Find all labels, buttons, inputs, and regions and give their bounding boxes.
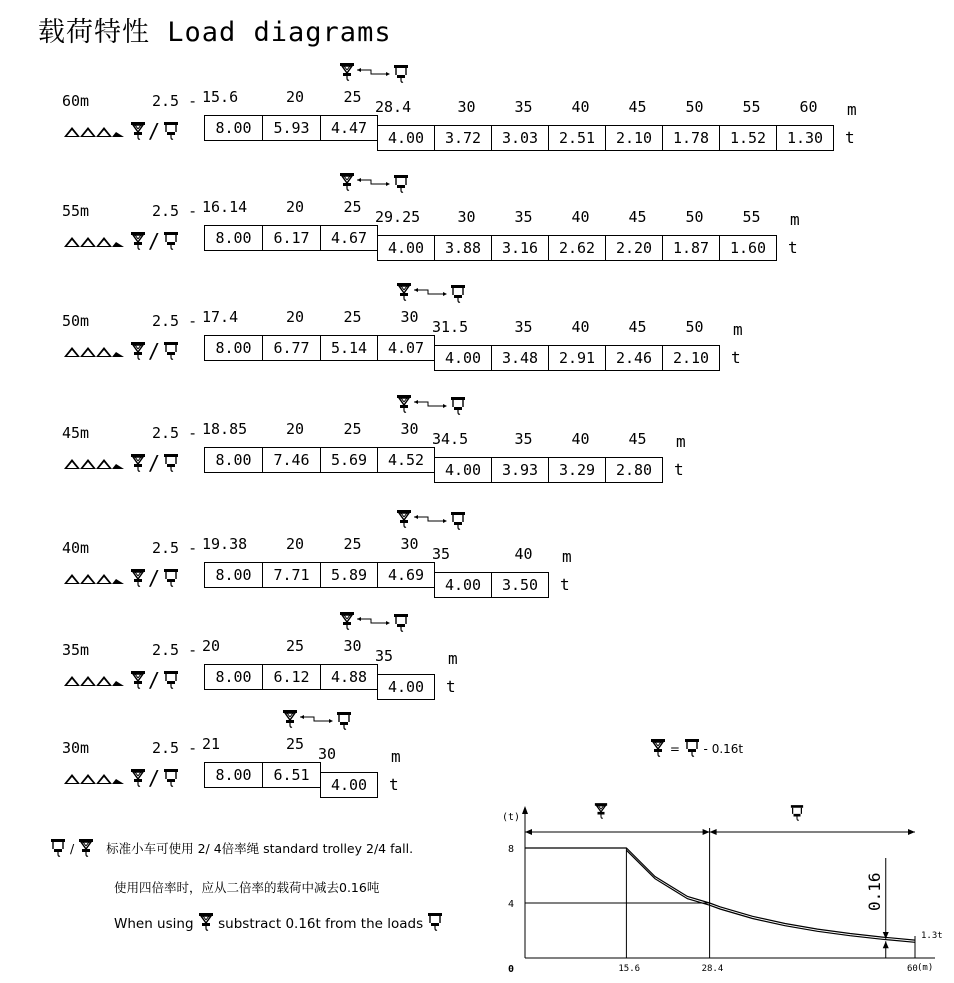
load-value: 1.60 <box>719 235 777 261</box>
fall-change-indicator <box>337 611 417 637</box>
load-value: 1.78 <box>662 125 720 151</box>
load-value: 6.77 <box>262 335 321 361</box>
hook-4fall-icon <box>198 912 214 936</box>
hook-2fall-icon <box>163 568 179 588</box>
load-value: 4.67 <box>320 225 378 251</box>
load-value: 8.00 <box>204 225 263 251</box>
slash-sep: / <box>148 451 161 475</box>
unit-t: t <box>389 775 399 794</box>
jib-truss-icon <box>64 125 126 139</box>
load-value: 2.10 <box>662 345 720 371</box>
radius-value: 50 <box>685 98 704 116</box>
load-value: 6.12 <box>262 664 321 690</box>
min-radius: 2.5 - <box>152 424 198 442</box>
min-radius: 2.5 - <box>152 539 198 557</box>
radius-value: 20 <box>285 535 305 553</box>
radius-value: 20 <box>285 198 305 216</box>
load-value: 8.00 <box>204 447 263 473</box>
radius-value: 30 <box>318 745 337 763</box>
hook-4fall-icon <box>130 453 146 473</box>
radius-value: 45 <box>628 98 647 116</box>
load-value: 4.07 <box>377 335 435 361</box>
load-value: 3.16 <box>491 235 549 261</box>
radius-value: 30 <box>400 308 419 326</box>
radius-value: 40 <box>571 318 590 336</box>
equation <box>650 738 743 761</box>
radius-value: 16.14 <box>202 198 248 216</box>
slash-sep: / <box>148 766 161 790</box>
load-value: 4.00 <box>434 457 492 483</box>
hook-2fall-icon <box>163 768 179 788</box>
jib-truss-icon <box>64 572 126 586</box>
radius-value: 28.4 <box>375 98 412 116</box>
load-value: 5.14 <box>320 335 378 361</box>
load-value: 2.91 <box>548 345 606 371</box>
hook-4fall-icon <box>130 341 146 361</box>
load-value: 3.48 <box>491 345 549 371</box>
hook-2fall-icon <box>791 805 803 820</box>
equation-value: - 0.16t <box>703 742 744 756</box>
unit-t: t <box>674 460 684 479</box>
radius-value: 45 <box>628 208 647 226</box>
radius-value: 34.5 <box>432 430 469 448</box>
difference-label: 0.16 <box>864 872 884 911</box>
slash-sep: / <box>69 841 75 856</box>
slash-sep: / <box>148 119 161 143</box>
unit-m: m <box>448 649 458 668</box>
load-value: 8.00 <box>204 562 263 588</box>
radius-value: 25 <box>285 735 305 753</box>
jib-truss-icon <box>64 457 126 471</box>
load-table-50m <box>0 308 954 418</box>
hook-2fall-icon <box>163 231 179 251</box>
load-value: 6.51 <box>262 762 321 788</box>
end-value-label: 1.3t <box>921 931 943 942</box>
range-arrows <box>525 829 915 835</box>
jib-truss-icon <box>64 772 126 786</box>
radius-value: 40 <box>571 208 590 226</box>
radius-value: 21 <box>202 735 221 753</box>
load-value: 8.00 <box>204 664 263 690</box>
load-value: 8.00 <box>204 762 263 788</box>
jib-length: 40m <box>62 539 90 557</box>
slash-sep: / <box>148 566 161 590</box>
hook-4fall-icon <box>650 738 666 761</box>
radius-value: 17.4 <box>202 308 239 326</box>
radius-value: 25 <box>343 88 362 106</box>
radius-value: 35 <box>514 208 533 226</box>
hook-4fall-icon <box>130 121 146 141</box>
load-table-55m <box>0 198 954 308</box>
radius-value: 25 <box>343 420 362 438</box>
radius-value: 30 <box>400 420 419 438</box>
load-table-60m <box>0 88 954 198</box>
x-axis-label: (m) <box>917 963 934 973</box>
legend-text-3a: When using <box>114 916 194 932</box>
load-value: 7.71 <box>262 562 321 588</box>
radius-value: 55 <box>742 98 761 116</box>
legend-line-3 <box>114 912 443 936</box>
fall-change-indicator <box>394 394 474 420</box>
hook-4fall-icon <box>130 568 146 588</box>
radius-value: 35 <box>432 545 451 563</box>
radius-value: 60 <box>799 98 818 116</box>
fall-change-indicator <box>280 709 360 735</box>
radius-value: 25 <box>343 198 362 216</box>
radius-value: 30 <box>343 637 362 655</box>
jib-truss-icon <box>64 345 126 359</box>
radius-value: 35 <box>375 647 394 665</box>
load-value: 4.00 <box>434 345 492 371</box>
radius-value: 20 <box>285 88 305 106</box>
load-value: 4.52 <box>377 447 435 473</box>
load-table-45m <box>0 420 954 530</box>
load-value: 6.17 <box>262 225 321 251</box>
radius-value: 35 <box>514 98 533 116</box>
load-value: 3.29 <box>548 457 606 483</box>
y-tick-label: 8 <box>508 844 515 855</box>
jib-truss-icon <box>64 674 126 688</box>
load-value: 3.88 <box>434 235 492 261</box>
hook-4fall-icon <box>130 768 146 788</box>
load-value: 4.00 <box>377 235 435 261</box>
fall-change-indicator <box>337 172 417 198</box>
load-value: 2.80 <box>605 457 663 483</box>
x-tick-label: 28.4 <box>701 964 724 974</box>
x-tick-label: 15.6 <box>618 964 641 974</box>
slash-sep: / <box>148 339 161 363</box>
radius-value: 45 <box>628 318 647 336</box>
load-value: 1.87 <box>662 235 720 261</box>
y-tick-label: 0 <box>508 964 515 975</box>
load-value: 2.51 <box>548 125 606 151</box>
unit-t: t <box>446 677 456 696</box>
radius-value: 20 <box>202 637 221 655</box>
load-value: 1.30 <box>776 125 834 151</box>
load-value: 5.93 <box>262 115 321 141</box>
hook-4fall-icon <box>595 803 607 818</box>
hook-2fall-icon <box>163 341 179 361</box>
load-value: 4.88 <box>320 664 378 690</box>
jib-truss-icon <box>64 235 126 249</box>
hook-2fall-icon <box>50 838 66 861</box>
unit-t: t <box>560 575 570 594</box>
jib-length: 35m <box>62 641 90 659</box>
fall-change-indicator <box>394 509 474 535</box>
x-tick-label: 60 <box>907 964 918 974</box>
equals-sign: = <box>669 742 680 756</box>
y-axis-label: (t) <box>502 812 521 823</box>
hook-2fall-icon <box>427 912 443 936</box>
load-value: 2.46 <box>605 345 663 371</box>
radius-value: 40 <box>571 98 590 116</box>
min-radius: 2.5 - <box>152 739 198 757</box>
unit-m: m <box>733 320 743 339</box>
load-value: 8.00 <box>204 335 263 361</box>
radius-value: 35 <box>514 430 533 448</box>
unit-m: m <box>391 747 401 766</box>
radius-value: 20 <box>285 420 305 438</box>
radius-value: 35 <box>514 318 533 336</box>
load-value: 2.20 <box>605 235 663 261</box>
load-value: 3.03 <box>491 125 549 151</box>
legend-text-3b: substract 0.16t from the loads <box>218 916 424 932</box>
jib-length: 30m <box>62 739 90 757</box>
min-radius: 2.5 - <box>152 312 198 330</box>
hook-2fall-icon <box>163 121 179 141</box>
unit-t: t <box>788 238 798 257</box>
radius-value: 55 <box>742 208 761 226</box>
radius-value: 40 <box>571 430 590 448</box>
min-radius: 2.5 - <box>152 202 198 220</box>
load-value: 7.46 <box>262 447 321 473</box>
unit-m: m <box>676 432 686 451</box>
series-2-fall <box>525 848 915 940</box>
min-radius: 2.5 - <box>152 641 198 659</box>
radius-value: 25 <box>343 308 362 326</box>
load-value: 3.50 <box>491 572 549 598</box>
load-value: 4.00 <box>377 125 435 151</box>
load-value: 3.93 <box>491 457 549 483</box>
load-value: 4.47 <box>320 115 378 141</box>
load-value: 4.00 <box>434 572 492 598</box>
legend-line-2: 使用四倍率时，应从二倍率的载荷中减去0.16吨 <box>114 880 380 895</box>
load-table-40m <box>0 535 954 645</box>
radius-value: 40 <box>514 545 533 563</box>
radius-value: 50 <box>685 208 704 226</box>
load-value: 4.69 <box>377 562 435 588</box>
unit-m: m <box>562 547 572 566</box>
radius-value: 30 <box>457 208 476 226</box>
radius-value: 50 <box>685 318 704 336</box>
fall-change-indicator <box>394 282 474 308</box>
load-value: 3.72 <box>434 125 492 151</box>
load-value: 4.00 <box>377 674 435 700</box>
fall-change-indicator <box>337 62 417 88</box>
radius-value: 29.25 <box>375 208 421 226</box>
page-title: 载荷特性 Load diagrams <box>38 17 392 48</box>
radius-value: 20 <box>285 308 305 326</box>
radius-value: 25 <box>285 637 305 655</box>
hook-2fall-icon <box>684 738 700 761</box>
legend-text-1: 标准小车可使用 2/ 4倍率绳 standard trolley 2/4 fall. <box>106 841 414 856</box>
hook-4fall-icon <box>130 231 146 251</box>
load-value: 1.52 <box>719 125 777 151</box>
legend-line-1 <box>50 838 413 861</box>
min-radius: 2.5 - <box>152 92 198 110</box>
load-table-35m <box>0 637 954 747</box>
unit-t: t <box>845 128 855 147</box>
radius-value: 25 <box>343 535 362 553</box>
jib-length: 60m <box>62 92 90 110</box>
load-value: 5.69 <box>320 447 378 473</box>
radius-value: 30 <box>400 535 419 553</box>
load-value: 8.00 <box>204 115 263 141</box>
hook-4fall-icon <box>130 670 146 690</box>
y-tick-label: 4 <box>508 899 515 910</box>
hook-2fall-icon <box>163 453 179 473</box>
radius-value: 19.38 <box>202 535 248 553</box>
slash-sep: / <box>148 668 161 692</box>
jib-length: 50m <box>62 312 90 330</box>
hook-2fall-icon <box>163 670 179 690</box>
radius-value: 31.5 <box>432 318 469 336</box>
radius-value: 15.6 <box>202 88 239 106</box>
load-curve-chart <box>490 798 943 983</box>
radius-value: 45 <box>628 430 647 448</box>
load-value: 4.00 <box>320 772 378 798</box>
hook-4fall-icon <box>78 838 94 861</box>
unit-m: m <box>790 210 800 229</box>
radius-value: 18.85 <box>202 420 248 438</box>
radius-value: 30 <box>457 98 476 116</box>
jib-length: 45m <box>62 424 90 442</box>
load-value: 2.62 <box>548 235 606 261</box>
slash-sep: / <box>148 229 161 253</box>
load-value: 2.10 <box>605 125 663 151</box>
jib-length: 55m <box>62 202 90 220</box>
load-value: 5.89 <box>320 562 378 588</box>
unit-t: t <box>731 348 741 367</box>
unit-m: m <box>847 100 857 119</box>
